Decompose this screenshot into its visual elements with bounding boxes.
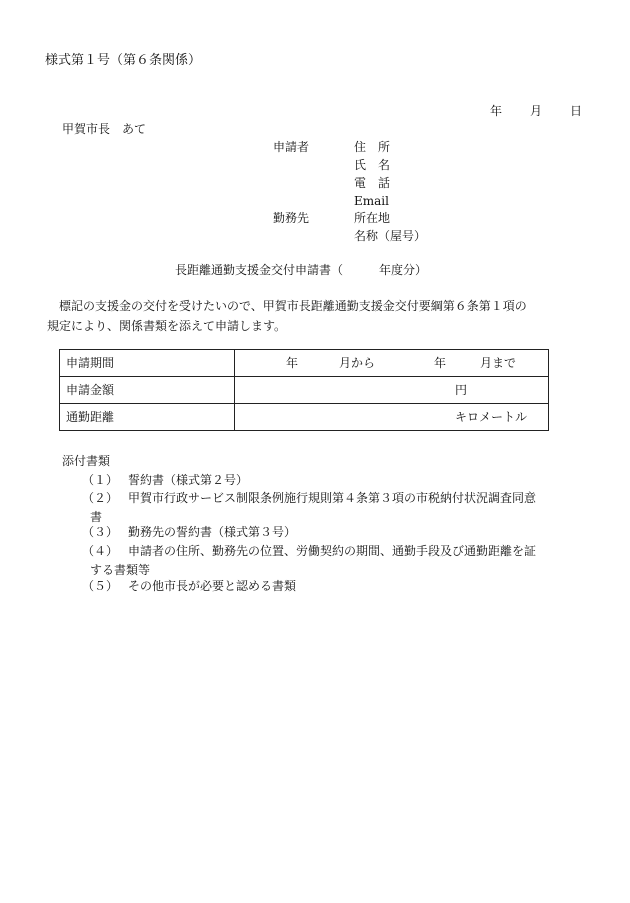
attachment-number: （３） (82, 525, 119, 539)
applicant-email-label: Email (354, 194, 389, 208)
attachment-number: （２） (82, 491, 119, 505)
attachment-continuation: する書類等 (90, 563, 151, 577)
applicant-label: 申請者 (273, 140, 310, 154)
attachment-item-2 (82, 489, 587, 527)
period-label: 申請期間 (60, 350, 235, 377)
distance-value (235, 404, 549, 431)
period-from-year: 年 (286, 356, 299, 370)
applicant-name-label: 氏 名 (354, 158, 391, 172)
body-line-2: 規定により、関係書類を添えて申請します。 (47, 319, 287, 333)
attachment-number: （５） (82, 579, 119, 593)
attachment-item-1 (82, 471, 587, 490)
attachment-text: その他市長が必要と認める書類 (128, 579, 297, 593)
distance-row (60, 404, 549, 431)
attachment-text: 甲賀市行政サービス制限条例施行規則第４条第３項の市税納付状況調査同意 (128, 491, 537, 505)
amount-value (235, 377, 549, 404)
attachment-text: 申請者の住所、勤務先の位置、労働契約の期間、通勤手段及び通勤距離を証 (128, 544, 537, 558)
form-number: 様式第１号（第６条関係） (45, 53, 202, 68)
period-to-year: 年 (434, 356, 447, 370)
distance-label: 通勤距離 (60, 404, 235, 431)
amount-row (60, 377, 549, 404)
attachment-item-5 (82, 577, 587, 596)
attachment-continuation: 書 (90, 510, 103, 524)
body-paragraph (47, 296, 587, 336)
date-month: 月 (530, 104, 543, 118)
attachment-number: （４） (82, 544, 119, 558)
period-value (235, 350, 549, 377)
period-to-month: 月まで (480, 356, 517, 370)
attachments-heading: 添付書類 (62, 454, 111, 468)
workplace-location-label: 所在地 (354, 211, 391, 225)
amount-label: 申請金額 (60, 377, 235, 404)
period-row (60, 350, 549, 377)
attachment-text: 勤務先の誓約書（様式第３号） (128, 525, 297, 539)
body-line-1: 標記の支援金の交付を受けたいので、甲賀市長距離通勤支援金交付要綱第６条第１項の (47, 299, 527, 313)
applicant-phone-label: 電 話 (354, 176, 391, 190)
workplace-label: 勤務先 (273, 211, 310, 225)
amount-unit: 円 (455, 383, 468, 397)
document-title: 長距離通勤支援金交付申請書（ 年度分） (175, 263, 428, 277)
distance-unit: キロメートル (455, 410, 528, 424)
date-year: 年 (490, 104, 503, 118)
attachment-item-3 (82, 523, 587, 542)
period-from-month: 月から (339, 356, 376, 370)
attachment-number: （１） (82, 473, 119, 487)
applicant-address-label: 住 所 (354, 140, 391, 154)
application-table (59, 349, 549, 431)
attachment-item-4 (82, 542, 587, 580)
date-day: 日 (570, 104, 583, 118)
workplace-name-label: 名称（屋号） (354, 229, 427, 243)
attachment-text: 誓約書（様式第２号） (128, 473, 249, 487)
addressee: 甲賀市長 あて (62, 122, 147, 136)
